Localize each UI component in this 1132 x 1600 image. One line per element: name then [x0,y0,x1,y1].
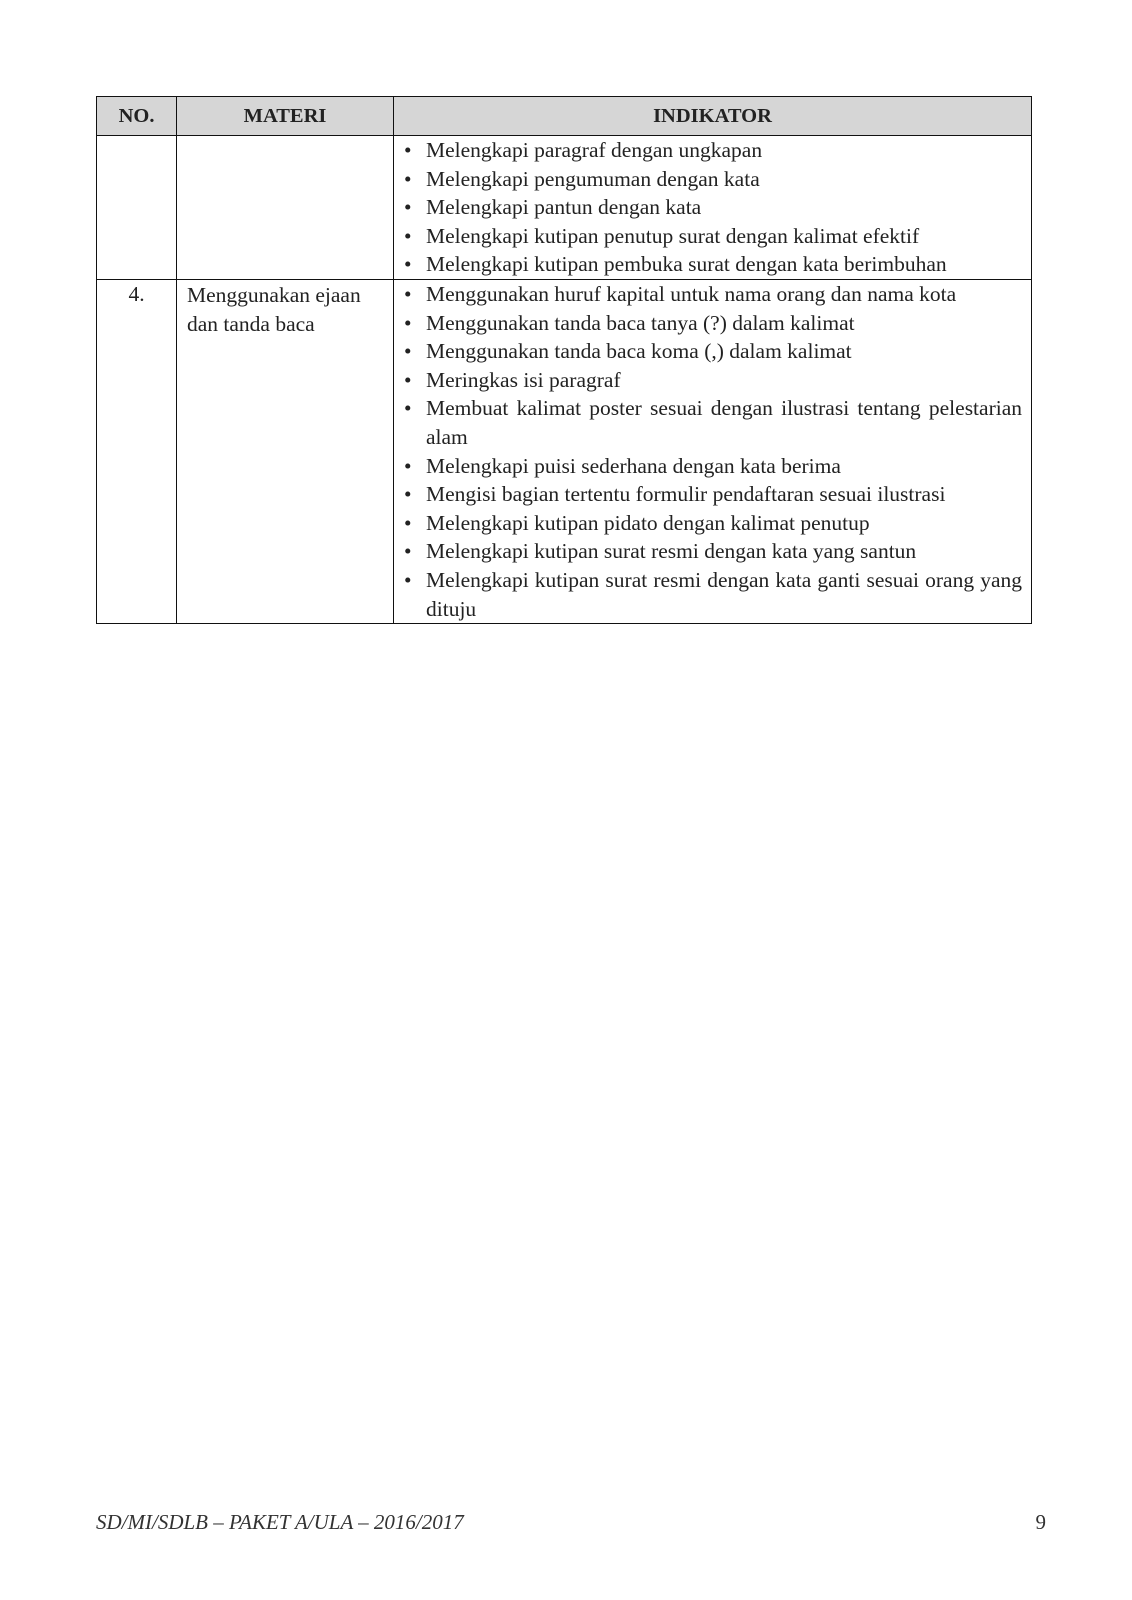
row-number: 4. [97,279,177,623]
header-no: NO. [97,97,177,136]
table-row [97,279,1032,623]
row-number [97,136,177,280]
table-row [97,136,1032,280]
header-materi: MATERI [177,97,394,136]
footer-label: SD/MI/SDLB – PAKET A/ULA – 2016/2017 [96,1510,464,1534]
indikator-item: • Melengkapi kutipan penutup surat dengan kalimat efektif [394,222,1022,251]
indikator-list [394,136,1031,279]
row-materi [177,136,394,280]
indikator-item: • Menggunakan tanda baca koma (,) dalam kalimat [394,337,1022,366]
page-number: 9 [1035,1510,1046,1534]
indikator-table [96,96,1032,624]
row-materi: Menggunakan ejaan dan tanda baca [177,279,394,623]
indikator-list [394,280,1031,623]
indikator-item: • Melengkapi kutipan surat resmi dengan kata ganti sesuai orang yang dituju [394,566,1022,623]
table-header-row [97,97,1032,136]
indikator-item: • Melengkapi paragraf dengan ungkapan [394,136,1022,165]
indikator-item: • Melengkapi kutipan pembuka surat dengan kata berimbuhan [394,250,1022,279]
indikator-item: • Melengkapi kutipan pidato dengan kalimat penutup [394,509,1022,538]
indikator-item: • Melengkapi kutipan surat resmi dengan kata yang santun [394,537,1022,566]
indikator-item: • Melengkapi puisi sederhana dengan kata berima [394,452,1022,481]
indikator-item: • Meringkas isi paragraf [394,366,1022,395]
indikator-item: • Menggunakan huruf kapital untuk nama orang dan nama kota [394,280,1022,309]
indikator-item: • Membuat kalimat poster sesuai dengan ilustrasi tentang pelestarian alam [394,394,1022,451]
indikator-item: • Mengisi bagian tertentu formulir pendaftaran sesuai ilustrasi [394,480,1022,509]
indikator-item: • Melengkapi pengumuman dengan kata [394,165,1022,194]
row-indikator [394,136,1032,280]
indikator-item: • Melengkapi pantun dengan kata [394,193,1022,222]
indikator-item: • Menggunakan tanda baca tanya (?) dalam kalimat [394,309,1022,338]
row-indikator [394,279,1032,623]
header-indikator: INDIKATOR [394,97,1032,136]
